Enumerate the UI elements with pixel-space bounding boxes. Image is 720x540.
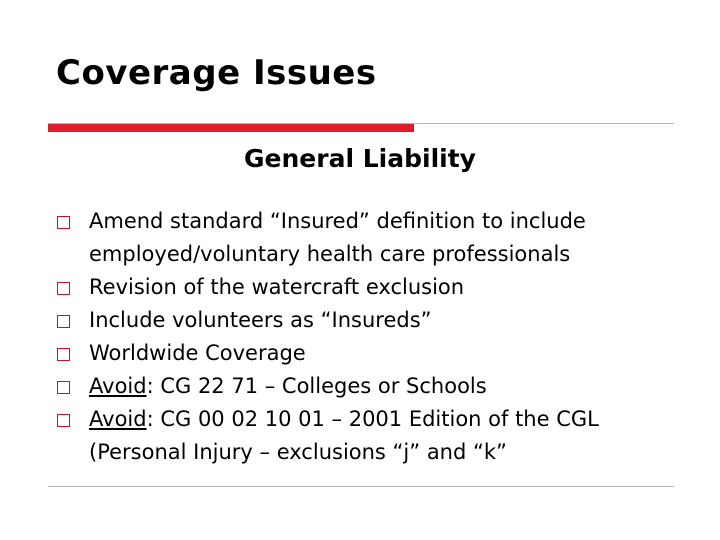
hollow-square-icon xyxy=(57,216,70,229)
hollow-square-icon xyxy=(57,381,70,394)
bullet-item xyxy=(57,370,697,403)
avoid-label: Avoid xyxy=(89,374,147,398)
bullet-item xyxy=(57,337,697,370)
bullet-item xyxy=(57,271,697,304)
hollow-square-icon xyxy=(57,348,70,361)
slide-title: Coverage Issues xyxy=(56,53,377,93)
bullet-text: Include volunteers as “Insureds” xyxy=(89,308,432,332)
bullet-list xyxy=(57,205,697,469)
hollow-square-icon xyxy=(57,315,70,328)
slide-subtitle: General Liability xyxy=(244,144,476,173)
title-accent-bar xyxy=(48,124,414,132)
bullet-text: Worldwide Coverage xyxy=(89,341,306,365)
bullet-text: Amend standard “Insured” definition to include employed/voluntary health care professionals xyxy=(89,209,586,266)
bullet-item xyxy=(57,403,697,469)
bullet-item xyxy=(57,205,697,271)
hollow-square-icon xyxy=(57,414,70,427)
bullet-text-rest: : CG 22 71 – Colleges or Schools xyxy=(146,374,487,398)
avoid-label: Avoid xyxy=(89,407,147,431)
bullet-text xyxy=(89,403,697,469)
bullet-text xyxy=(89,370,697,403)
bullet-item xyxy=(57,304,697,337)
hollow-square-icon xyxy=(57,282,70,295)
bullet-text: Revision of the watercraft exclusion xyxy=(89,275,465,299)
bullet-text-rest: : CG 00 02 10 01 – 2001 Edition of the CGL (Personal Injury – exclusions “j” and “k” xyxy=(89,407,599,464)
bottom-divider-line xyxy=(48,486,674,487)
